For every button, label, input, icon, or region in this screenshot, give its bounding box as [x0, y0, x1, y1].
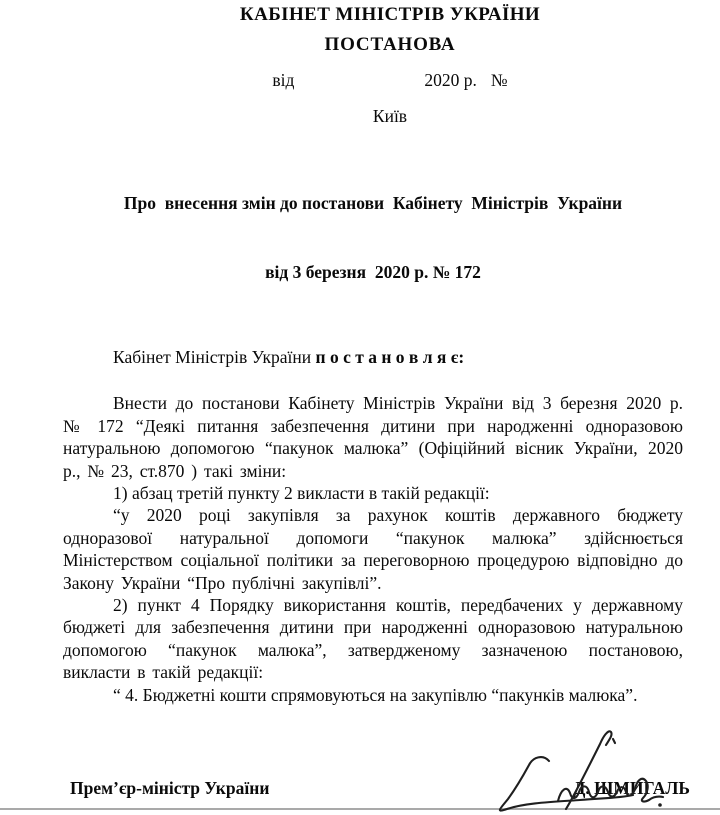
paragraph-item-2: 2) пункт 4 Порядку використання коштів, передбачених у державному бюджеті для забезпечення дитини при народженні одноразовою натуральною допомогою “пакунок малюка”, затвердженому зазначеною постановою, викласти в такій редакції:	[63, 595, 683, 683]
paragraph-intro: Внести до постанови Кабінету Міністрів України від 3 березня 2020 р. № 172 “Деякі питання забезпечення дитини при народженні одноразовою натуральною допомогою “пакунок малюка” (Офіційний вісник України, 2020 р., № 23, ст.870 ) такі зміни:	[63, 393, 683, 481]
paragraph-item-1: 1) абзац третій пункту 2 викласти в такій редакції:	[113, 483, 490, 504]
lead-decree-word: п о с т а н о в л я є:	[315, 347, 465, 367]
signatory-name: Д. ШМИГАЛЬ	[573, 778, 690, 799]
paragraph-quote-1: “у 2020 році закупівля за рахунок коштів державного бюджету одноразової натуральної допомоги “пакунок малюка” здійснюється Міністерством соціальної політики за переговорною процедурою відповідно до Закону України “Про публічні закупівлі”.	[63, 505, 683, 593]
date-line	[30, 69, 720, 92]
date-prefix: від	[272, 70, 295, 90]
date-year: 2020 р.	[424, 70, 477, 90]
resolution-lead	[63, 346, 683, 368]
issuing-authority: КАБІНЕТ МІНІСТРІВ УКРАЇНИ	[239, 4, 541, 25]
city-label: Київ	[372, 106, 408, 126]
signatory-position: Прем’єр-міністр України	[70, 778, 270, 799]
number-sign: №	[490, 70, 508, 90]
document-title-line2: від 3 березня 2020 р. № 172	[265, 262, 481, 282]
document-type: ПОСТАНОВА	[324, 34, 456, 55]
paragraph-quote-2: “ 4. Бюджетні кошти спрямовуються на закупівлю “пакунків малюка”.	[113, 684, 638, 705]
document-header	[30, 0, 720, 128]
lead-text: Кабінет Міністрів України	[113, 347, 316, 367]
document-title-line1: Про внесення змін до постанови Кабінету Міністрів України	[123, 193, 623, 213]
document-body	[63, 346, 683, 706]
handwritten-signature	[470, 712, 700, 812]
document-title	[63, 146, 683, 330]
